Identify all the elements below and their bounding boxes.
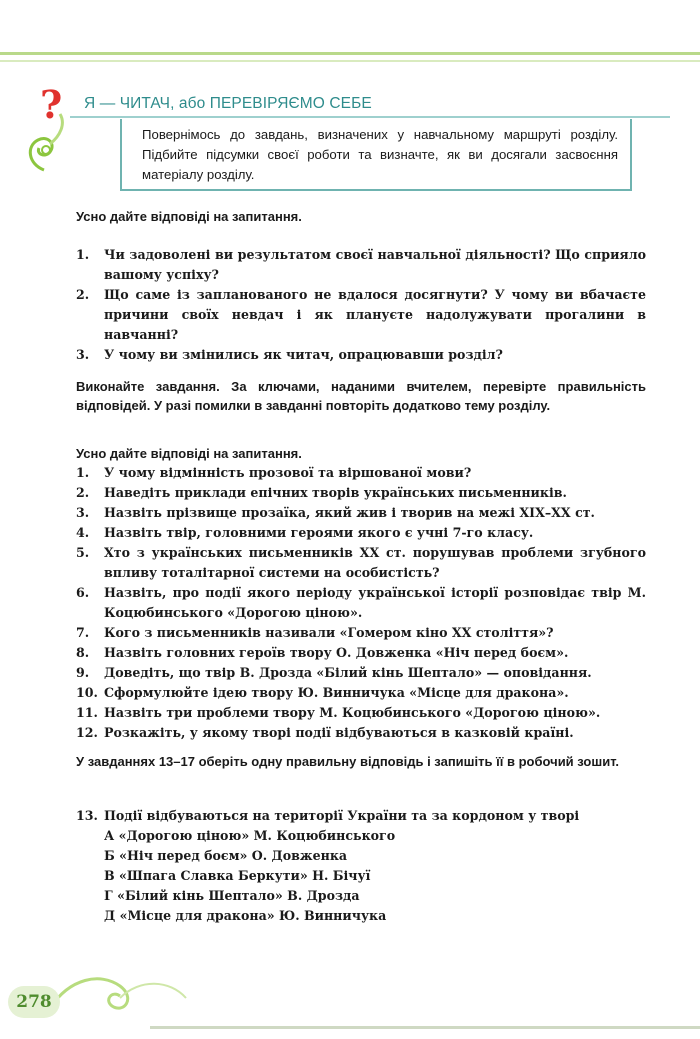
top-decorative-rule-thin (0, 60, 700, 62)
list-item: 6. Назвіть, про події якого періоду української історії розповідає твір М. Коцюбинського «Дорогою ціною». (76, 585, 646, 620)
top-decorative-rule (0, 52, 700, 55)
svg-text:?: ? (40, 84, 63, 127)
list-item: 11. Назвіть три проблеми твору М. Коцюбинського «Дорогою ціною». (76, 705, 601, 720)
section1-heading: Усно дайте відповіді на запитання. (76, 209, 302, 224)
list-item: 8. Назвіть головних героїв твору О. Довженка «Ніч перед боєм». (76, 645, 569, 660)
section3-list (76, 463, 646, 743)
answer-option: Г «Білий кінь Шептало» В. Дрозда (104, 888, 360, 903)
list-item: 12. Розкажіть, у якому творі події відбуваються в казковій країні. (76, 725, 574, 740)
list-item: 1. Чи задоволені ви результатом своєї навчальної діяльності? Що сприяло вашому успіху? (76, 247, 646, 282)
answer-option: А «Дорогою ціною» М. Коцюбинського (104, 828, 396, 843)
list-item: 3. Назвіть прізвище прозаїка, який жив і творив на межі XIX–XX ст. (76, 505, 595, 520)
list-item: 3. У чому ви змінились як читач, опрацювавши розділ? (76, 347, 503, 362)
bottom-decorative-rule (150, 1026, 700, 1029)
section1-list (76, 245, 646, 365)
list-item: 2. Що саме із запланованого не вдалося досягнути? У чому ви вбачаєте причини своїх невдач і як плануєте надолужувати прогалини в навчанні? (76, 287, 646, 342)
section-title: Я — ЧИТАЧ, або ПЕРЕВІРЯЄМО СЕБЕ (84, 95, 372, 112)
list-item: 4. Назвіть твір, головними героями якого є учні 7-го класу. (76, 525, 534, 540)
answer-options (104, 826, 604, 926)
list-item: 9. Доведіть, що твір В. Дрозда «Білий кінь Шептало» — оповідання. (76, 665, 592, 680)
section2-heading: Виконайте завдання. За ключами, наданими вчителем, перевірте правильність відповідей. У разі помилки в завданні повторіть додатково тему розділу. (76, 379, 646, 413)
section4-question (76, 806, 646, 826)
list-item: 7. Кого з письменників називали «Гомером кіно XX століття»? (76, 625, 554, 640)
list-item: 10. Сформулюйте ідею твору Ю. Винничука «Місце для дракона». (76, 685, 569, 700)
section4-heading: У завданнях 13–17 оберіть одну правильну відповідь і запишіть її в робочий зошит. (76, 754, 620, 769)
list-item: 5. Хто з українських письменників XX ст. порушував проблеми згубного впливу тоталітарної системи на особистість? (76, 545, 646, 580)
answer-option: Б «Ніч перед боєм» О. Довженка (104, 848, 348, 863)
answer-option: В «Шпага Славка Беркути» Н. Бічуї (104, 868, 371, 883)
intro-box: Повернімось до завдань, визначених у навчальному маршруті розділу. Підбийте підсумки своєї роботи та визначте, як ви досягали засвоєння матеріалу розділу. (120, 119, 632, 191)
bottom-curl-icon (40, 968, 190, 1020)
answer-option: Д «Місце для дракона» Ю. Винничука (104, 908, 387, 923)
page-number: 278 (8, 986, 60, 1018)
question-curl-icon (26, 84, 86, 174)
list-item: 13. Події відбуваються на території України та за кордоном у творі (76, 808, 580, 823)
title-underline (70, 116, 670, 118)
section3-heading: Усно дайте відповіді на запитання. (76, 446, 302, 461)
list-item: 1. У чому відмінність прозової та віршованої мови? (76, 465, 472, 480)
list-item: 2. Наведіть приклади епічних творів українських письменників. (76, 485, 567, 500)
